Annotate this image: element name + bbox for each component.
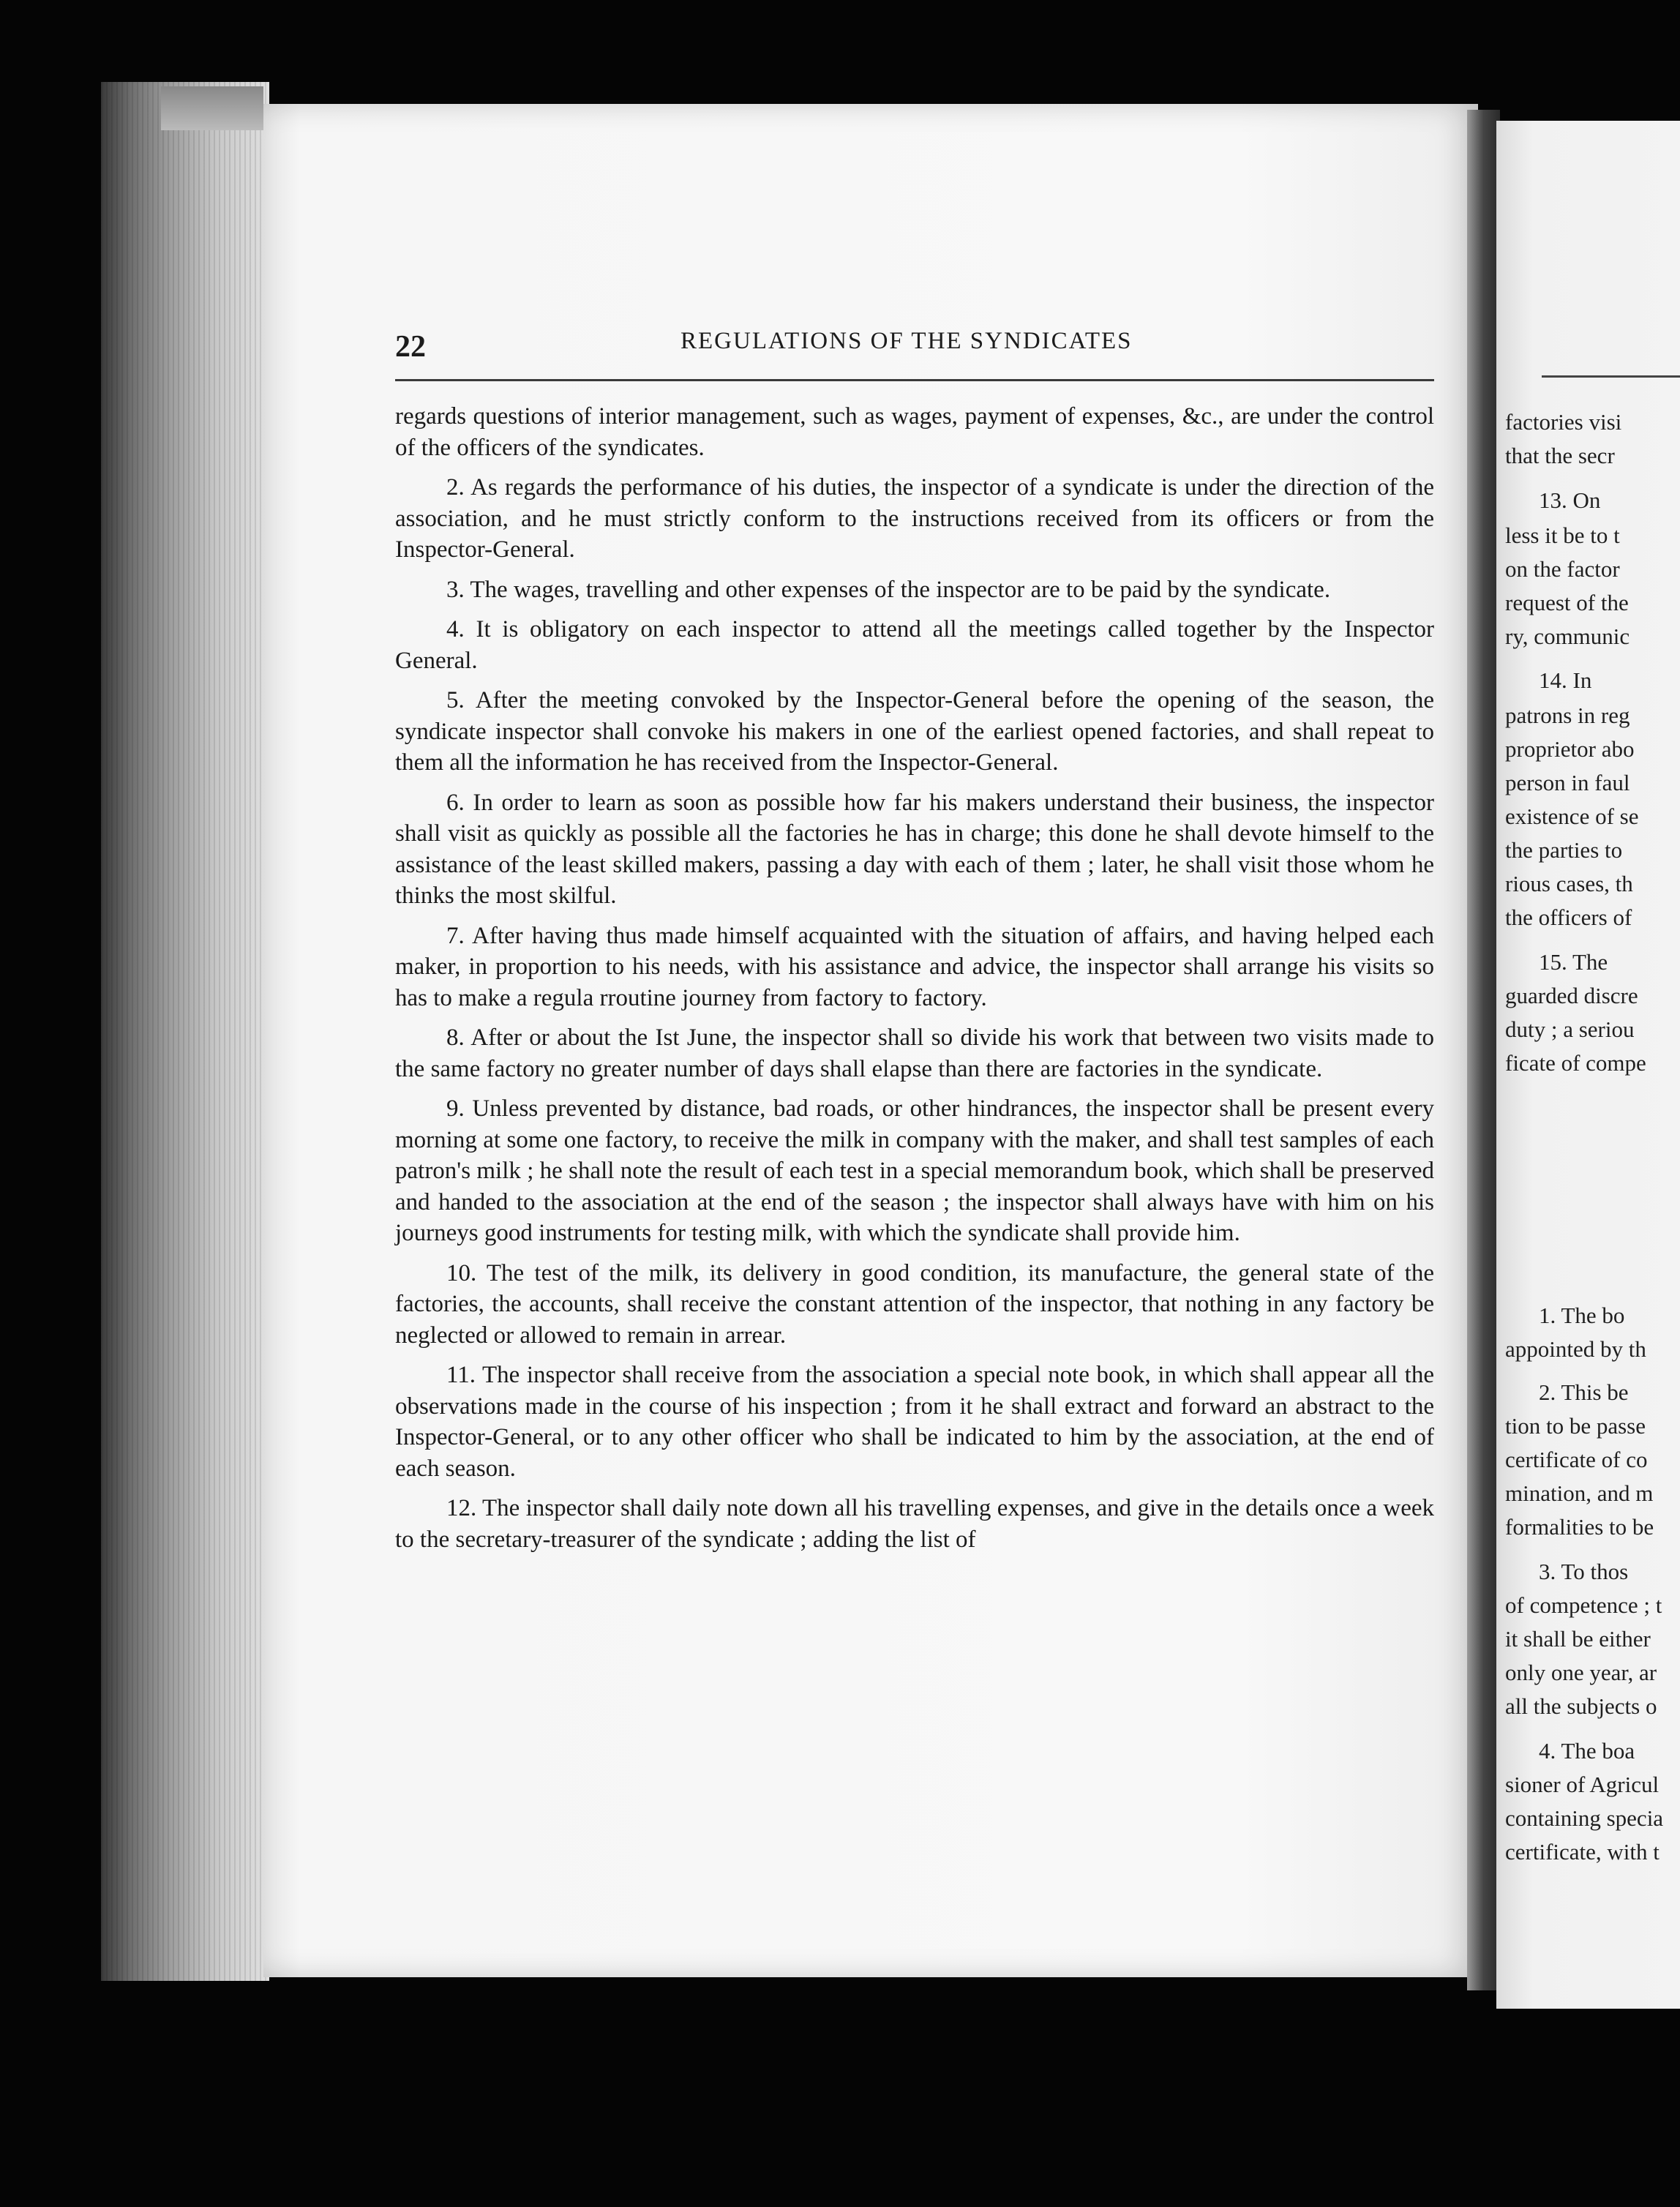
page-number: 22 <box>395 330 426 364</box>
facing-page-line: request of the <box>1505 590 1629 615</box>
facing-page-line: 1. The bo <box>1539 1303 1625 1328</box>
facing-page-line: rious cases, th <box>1505 871 1633 896</box>
facing-page-line: ficate of compe <box>1505 1050 1646 1076</box>
paragraph-10: 10. The test of the milk, its delivery in good condition, its manufacture, the general state of the factories, the accounts, shall receive the constant attention of the inspector, that nothing in any factory be neglected or allowed to remain in arrear. <box>395 1259 1434 1349</box>
paragraph-4: 4. It is obligatory on each inspector to attend all the meetings called together by the Inspector General. <box>395 616 1434 674</box>
paragraph-5: 5. After the meeting convoked by the Inspector-General before the opening of the season, the syndicate inspector shall convoke his makers in one of the earliest opened factories, and shall repeat to them all the information he has received from the Inspector-General. <box>395 687 1434 776</box>
paragraph-6: 6. In order to learn as soon as possible how far his makers understand their business, the inspector shall visit as quickly as possible all the factories he has in charge; this done he shall devote himself to the assistance of the least skilled makers, passing a day with each of them ; later, he shall visit those whom he thinks the most skilful. <box>395 789 1434 909</box>
facing-page-line: patrons in reg <box>1505 702 1630 728</box>
paragraph-12: 12. The inspector shall daily note down all his travelling expenses, and give in the details once a week to the secretary-treasurer of the syndicate ; adding the list of <box>395 1495 1434 1553</box>
book-edge-top <box>161 86 263 130</box>
paragraph-continuation: regards questions of interior management, such as wages, payment of expenses, &c., are under the control of the officers of the syndicates. <box>395 403 1434 461</box>
paragraph-11: 11. The inspector shall receive from the association a special note book, in which shall appear all the observations made in the course of his inspection ; from it he shall extract and forward an abstract to the Inspector-General, or to any other officer who shall be indicated to him by the association, at the end of each season. <box>395 1362 1434 1482</box>
paragraph-7: 7. After having thus made himself acquainted with the situation of affairs, and having helped each maker, in proportion to his needs, with his assistance and advice, the inspector shall arrange his visits so has to make a regula rroutine journey from factory to factory. <box>395 922 1434 1011</box>
facing-page-line: containing specia <box>1505 1805 1664 1831</box>
facing-page-line: guarded discre <box>1505 983 1638 1008</box>
facing-page-line: sioner of Agricul <box>1505 1772 1660 1797</box>
facing-page-line: on the factor <box>1505 556 1620 582</box>
facing-page-line: existence of se <box>1505 803 1639 829</box>
facing-page-line: ry, communic <box>1505 623 1630 649</box>
facing-page-line: 13. On <box>1539 487 1601 513</box>
facing-page-line: only one year, ar <box>1505 1660 1657 1685</box>
book-gutter <box>1467 110 1500 1990</box>
facing-page-line: appointed by th <box>1505 1336 1646 1362</box>
facing-page-line: all the subjects o <box>1505 1693 1657 1719</box>
paragraph-3: 3. The wages, travelling and other expenses of the inspector are to be paid by the syndicate. <box>446 576 1331 603</box>
body-text <box>395 401 1434 1564</box>
paragraph-8: 8. After or about the Ist June, the inspector shall so divide his work that between two visits made to the same factory no greater number of days shall elapse than there are factories in the syndicate. <box>395 1024 1434 1082</box>
facing-page-line: that the secr <box>1505 443 1615 468</box>
facing-page-line: proprietor abo <box>1505 736 1635 762</box>
facing-page-line: 4. The boa <box>1539 1738 1635 1764</box>
book-page-edges <box>101 82 269 1981</box>
facing-page-line: tion to be passe <box>1505 1413 1646 1439</box>
facing-page-line: 14. In <box>1539 667 1592 693</box>
facing-page-line: certificate, with t <box>1505 1839 1660 1865</box>
facing-page-line: of competence ; t <box>1505 1592 1662 1618</box>
facing-page-line: person in faul <box>1505 770 1630 795</box>
facing-page-line: 3. To thos <box>1539 1559 1629 1584</box>
facing-page-line: duty ; a seriou <box>1505 1016 1635 1042</box>
facing-page-header-rule <box>1542 375 1680 378</box>
paragraph-2: 2. As regards the performance of his duties, the inspector of a syndicate is under the direction of the association, and he must strictly conform to the instructions received from its officers or from the Inspector-General. <box>395 474 1434 563</box>
facing-page-line: the officers of <box>1505 904 1632 930</box>
facing-page-line: factories visi <box>1505 409 1622 435</box>
facing-page <box>1496 121 1680 2009</box>
facing-page-line: 15. The <box>1539 949 1608 975</box>
facing-page-line: the parties to <box>1505 837 1623 863</box>
facing-page-line: it shall be either <box>1505 1626 1651 1652</box>
facing-page-line: 2. This be <box>1539 1379 1629 1405</box>
paragraph-9: 9. Unless prevented by distance, bad roads, or other hindrances, the inspector shall be present every morning at some one factory, to receive the milk in company with the maker, and shall test samples of each patron's milk ; he shall note the result of each test in a special memorandum book, which shall be preserved and handed to the association at the end of the season ; the inspector shall always have with him on his journeys good instruments for testing milk, with which the syndicate shall provide him. <box>395 1095 1434 1246</box>
facing-page-line: certificate of co <box>1505 1447 1648 1472</box>
running-head: REGULATIONS OF THE SYNDICATES <box>680 328 1133 354</box>
facing-page-line: formalities to be <box>1505 1514 1654 1540</box>
facing-page-line: mination, and m <box>1505 1480 1654 1506</box>
facing-page-line: less it be to t <box>1505 522 1620 548</box>
header-rule <box>395 379 1434 381</box>
